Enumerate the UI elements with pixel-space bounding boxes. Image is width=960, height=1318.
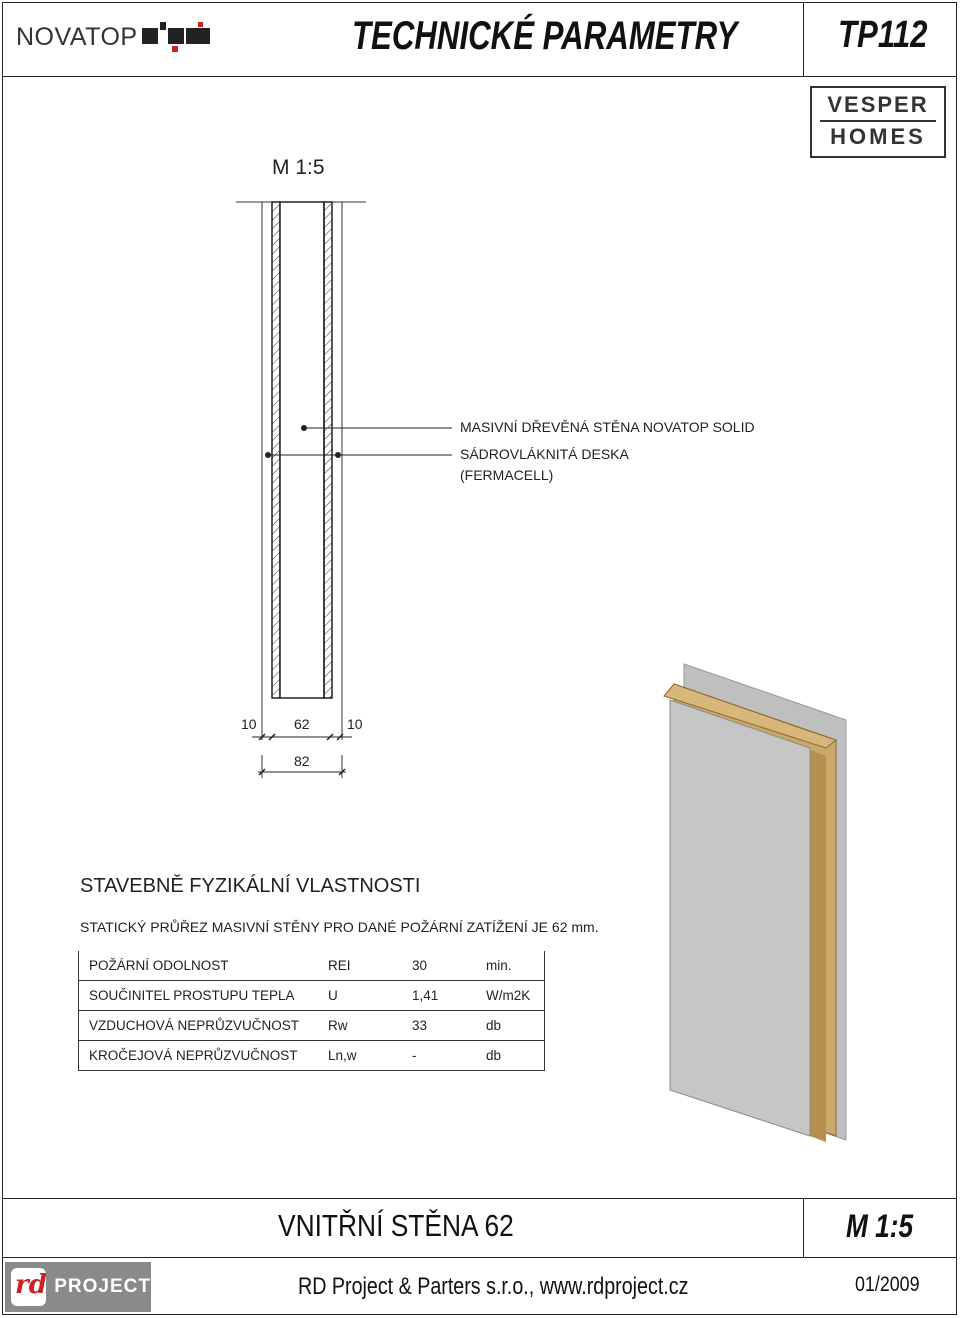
- timber-side: [810, 750, 826, 1142]
- property-name: SOUČINITEL PROSTUPU TEPLA: [79, 981, 319, 1011]
- property-symbol: U: [318, 981, 402, 1011]
- property-value: 33: [402, 1011, 476, 1041]
- wall-core: [280, 202, 324, 698]
- document-code: TP112: [838, 14, 928, 56]
- dim-core: 62: [294, 716, 310, 732]
- label-wall: MASIVNÍ DŘEVĚNÁ STĚNA NOVATOP SOLID: [460, 419, 755, 435]
- property-symbol: REI: [318, 951, 402, 981]
- table-row: [79, 1011, 545, 1041]
- rd-logo-mark-text: rd: [15, 1270, 47, 1300]
- leader-board-dot-left: [265, 452, 271, 458]
- properties-note: STATICKÝ PRŮŘEZ MASIVNÍ STĚNY PRO DANÉ POŽÁRNÍ ZATÍŽENÍ JE 62 mm.: [80, 919, 599, 935]
- property-value: 1,41: [402, 981, 476, 1011]
- drawing-scale: M 1:5: [272, 156, 325, 179]
- vesper-logo-line2: HOMES: [830, 124, 926, 149]
- property-value: -: [402, 1041, 476, 1071]
- properties-title: STAVEBNĚ FYZIKÁLNÍ VLASTNOSTI: [80, 875, 421, 897]
- property-name: POŽÁRNÍ ODOLNOST: [79, 951, 319, 981]
- properties-table: [78, 951, 545, 1071]
- front-board: [670, 700, 810, 1136]
- dim-total: 82: [294, 753, 310, 769]
- rd-project-logo: [5, 1262, 151, 1312]
- wall-isometric-illustration: [660, 660, 860, 1150]
- label-board-line2: (FERMACELL): [460, 467, 554, 483]
- property-unit: db: [476, 1041, 545, 1071]
- leader-board-dot-right: [335, 452, 341, 458]
- property-unit: db: [476, 1011, 545, 1041]
- vesper-logo-line1: VESPER: [827, 92, 929, 117]
- footer-scale: M 1:5: [846, 1208, 914, 1244]
- property-name: KROČEJOVÁ NEPRŮZVUČNOST: [79, 1041, 319, 1071]
- label-board-line1: SÁDROVLÁKNITÁ DESKA: [460, 446, 629, 462]
- dim-left: 10: [241, 716, 257, 732]
- leader-wall-dot: [301, 425, 307, 431]
- footer-inner-divider: [2, 1257, 957, 1258]
- rd-logo-text: PROJECT: [54, 1276, 151, 1297]
- novatop-logo-text: NOVATOP: [16, 22, 138, 51]
- page-title: TECHNICKÉ PARAMETRY: [352, 14, 738, 58]
- document-date: 01/2009: [855, 1273, 920, 1296]
- table-row: [79, 1041, 545, 1071]
- dim-right: 10: [347, 716, 363, 732]
- property-symbol: Rw: [318, 1011, 402, 1041]
- footer-title: VNITŘNÍ STĚNA 62: [278, 1208, 514, 1243]
- table-row: [79, 981, 545, 1011]
- property-value: 30: [402, 951, 476, 981]
- property-unit: W/m2K: [476, 981, 545, 1011]
- property-symbol: Ln,w: [318, 1041, 402, 1071]
- rd-logo-mark: [11, 1268, 46, 1306]
- footer-scale-divider: [803, 1198, 804, 1257]
- board-right: [324, 202, 332, 698]
- property-name: VZDUCHOVÁ NEPRŮZVUČNOST: [79, 1011, 319, 1041]
- board-left: [272, 202, 280, 698]
- table-row: [79, 951, 545, 981]
- company-info: RD Project & Parters s.r.o., www.rdproject.cz: [298, 1273, 689, 1300]
- property-unit: min.: [476, 951, 545, 981]
